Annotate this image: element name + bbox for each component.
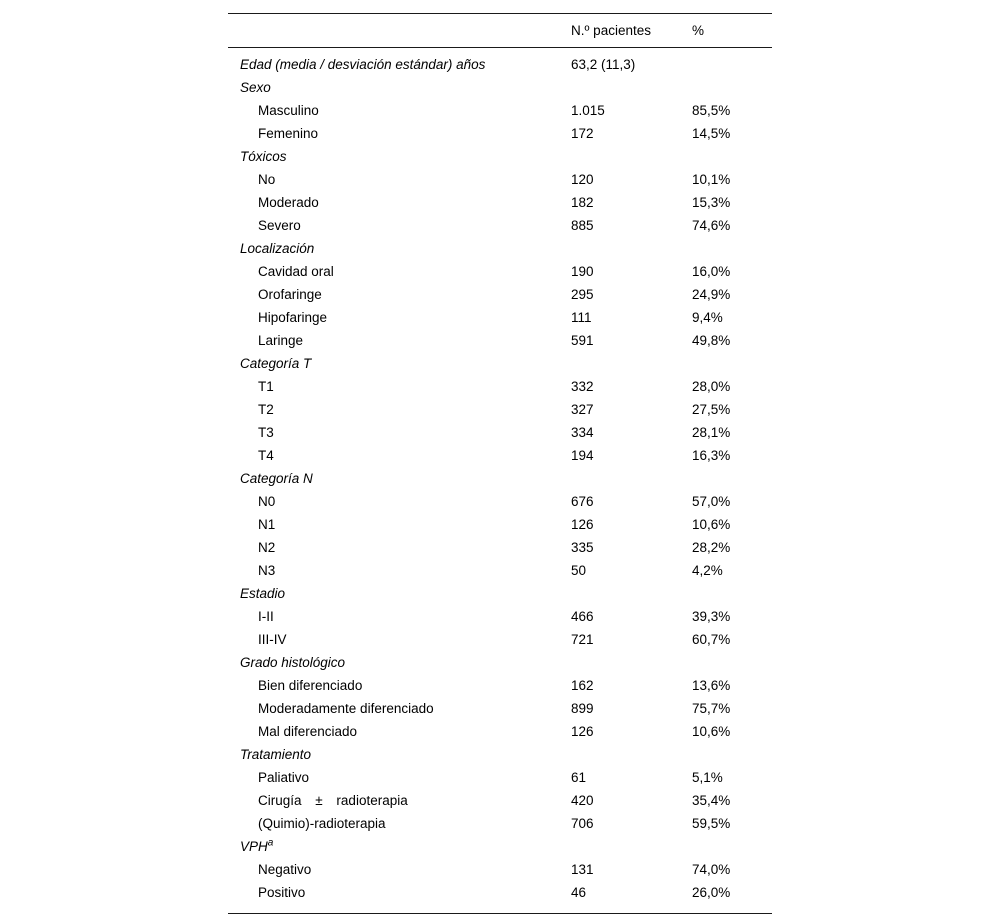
table-item-row bbox=[228, 513, 772, 536]
percent-value bbox=[692, 835, 772, 858]
table-item-row bbox=[228, 490, 772, 513]
n-pacientes-value: 182 bbox=[571, 195, 594, 210]
percent-value bbox=[692, 48, 772, 77]
n-pacientes-value: 46 bbox=[571, 885, 587, 900]
percent-value bbox=[692, 743, 772, 766]
table-item-row bbox=[228, 283, 772, 306]
table-section-row bbox=[228, 582, 772, 605]
row-label: T3 bbox=[258, 425, 274, 440]
row-label: N2 bbox=[258, 540, 276, 555]
row-label: Moderadamente diferenciado bbox=[258, 701, 434, 716]
n-pacientes-value: 721 bbox=[571, 632, 594, 647]
row-label: (Quimio)-radioterapia bbox=[258, 816, 386, 831]
table-item-row bbox=[228, 375, 772, 398]
percent-value: 16,3% bbox=[692, 448, 731, 463]
table-item-row bbox=[228, 789, 772, 812]
table-item-row bbox=[228, 605, 772, 628]
percent-value: 9,4% bbox=[692, 310, 723, 325]
row-label: Grado histológico bbox=[240, 655, 346, 670]
percent-value bbox=[692, 467, 772, 490]
percent-value: 28,0% bbox=[692, 379, 731, 394]
percent-value: 39,3% bbox=[692, 609, 731, 624]
n-pacientes-value: 162 bbox=[571, 678, 594, 693]
n-pacientes-value: 420 bbox=[571, 793, 594, 808]
row-label: T1 bbox=[258, 379, 274, 394]
table-item-row bbox=[228, 628, 772, 651]
n-pacientes-value: 50 bbox=[571, 563, 587, 578]
percent-value: 49,8% bbox=[692, 333, 731, 348]
n-pacientes-value bbox=[571, 582, 692, 605]
n-pacientes-value bbox=[571, 237, 692, 260]
percent-value: 75,7% bbox=[692, 701, 731, 716]
table-section-row bbox=[228, 651, 772, 674]
n-pacientes-value: 126 bbox=[571, 724, 594, 739]
percent-value: 27,5% bbox=[692, 402, 731, 417]
n-pacientes-value: 172 bbox=[571, 126, 594, 141]
n-pacientes-value: 1.015 bbox=[571, 103, 605, 118]
percent-value: 10,6% bbox=[692, 517, 731, 532]
percent-value bbox=[692, 76, 772, 99]
percent-value: 14,5% bbox=[692, 126, 731, 141]
table-item-row bbox=[228, 168, 772, 191]
table-section-row bbox=[228, 237, 772, 260]
row-label: Severo bbox=[258, 218, 301, 233]
table-item-row bbox=[228, 306, 772, 329]
table-item-row bbox=[228, 398, 772, 421]
row-label: N1 bbox=[258, 517, 276, 532]
n-pacientes-value: 676 bbox=[571, 494, 594, 509]
n-pacientes-value: 63,2 (11,3) bbox=[571, 57, 636, 72]
n-pacientes-value: 120 bbox=[571, 172, 594, 187]
table-header-row bbox=[228, 14, 772, 48]
n-pacientes-value: 126 bbox=[571, 517, 594, 532]
row-label: Negativo bbox=[258, 862, 312, 877]
percent-value: 26,0% bbox=[692, 885, 731, 900]
table-section-row bbox=[228, 835, 772, 858]
footnote-marker: a bbox=[267, 837, 274, 849]
n-pacientes-value: 885 bbox=[571, 218, 594, 233]
percent-value: 57,0% bbox=[692, 494, 731, 509]
table-item-row bbox=[228, 812, 772, 835]
n-pacientes-value: 466 bbox=[571, 609, 594, 624]
table-item-row bbox=[228, 421, 772, 444]
n-pacientes-value bbox=[571, 743, 692, 766]
table-section-row bbox=[228, 48, 772, 77]
row-label: Cavidad oral bbox=[258, 264, 334, 279]
n-pacientes-value bbox=[571, 467, 692, 490]
n-pacientes-value: 335 bbox=[571, 540, 594, 555]
table-item-row bbox=[228, 536, 772, 559]
percent-value: 10,6% bbox=[692, 724, 731, 739]
percent-value bbox=[692, 145, 772, 168]
table-section-row bbox=[228, 76, 772, 99]
percent-value: 74,6% bbox=[692, 218, 731, 233]
row-label: Moderado bbox=[258, 195, 319, 210]
table-item-row bbox=[228, 329, 772, 352]
row-label: N0 bbox=[258, 494, 276, 509]
n-pacientes-value: 706 bbox=[571, 816, 594, 831]
n-pacientes-value: 190 bbox=[571, 264, 594, 279]
row-label: Categoría T bbox=[240, 356, 312, 371]
row-label: Localización bbox=[240, 241, 315, 256]
table-item-row bbox=[228, 214, 772, 237]
n-pacientes-value bbox=[571, 352, 692, 375]
table-item-row bbox=[228, 191, 772, 214]
percent-value: 60,7% bbox=[692, 632, 731, 647]
table-item-row bbox=[228, 260, 772, 283]
n-pacientes-value: 334 bbox=[571, 425, 594, 440]
table-item-row bbox=[228, 697, 772, 720]
table-section-row bbox=[228, 352, 772, 375]
table-item-row bbox=[228, 881, 772, 914]
row-label: Cirugía ± radioterapia bbox=[258, 793, 408, 808]
row-label: T4 bbox=[258, 448, 274, 463]
percent-value: 4,2% bbox=[692, 563, 723, 578]
row-label: Laringe bbox=[258, 333, 304, 348]
row-label: Estadio bbox=[240, 586, 286, 601]
percent-value: 24,9% bbox=[692, 287, 731, 302]
n-pacientes-value: 131 bbox=[571, 862, 594, 877]
column-header-empty bbox=[228, 14, 571, 48]
patient-characteristics-table bbox=[228, 13, 772, 914]
row-label: Sexo bbox=[240, 80, 271, 95]
n-pacientes-value bbox=[571, 651, 692, 674]
row-label: No bbox=[258, 172, 276, 187]
row-label: T2 bbox=[258, 402, 274, 417]
row-label: III-IV bbox=[258, 632, 287, 647]
column-header-n-pacientes: N.º pacientes bbox=[571, 14, 692, 48]
table-section-row bbox=[228, 743, 772, 766]
row-label: Paliativo bbox=[258, 770, 310, 785]
table-item-row bbox=[228, 674, 772, 697]
row-label: Femenino bbox=[258, 126, 319, 141]
table-item-row bbox=[228, 720, 772, 743]
n-pacientes-value: 899 bbox=[571, 701, 594, 716]
row-label: VPH$^a$ bbox=[240, 837, 274, 854]
percent-value: 35,4% bbox=[692, 793, 731, 808]
table-item-row bbox=[228, 444, 772, 467]
n-pacientes-value: 61 bbox=[571, 770, 587, 785]
n-pacientes-value bbox=[571, 76, 692, 99]
table-item-row bbox=[228, 858, 772, 881]
row-label: Categoría N bbox=[240, 471, 313, 486]
column-header-percent: % bbox=[692, 14, 772, 48]
percent-value: 5,1% bbox=[692, 770, 723, 785]
row-label: Tratamiento bbox=[240, 747, 312, 762]
percent-value: 16,0% bbox=[692, 264, 731, 279]
n-pacientes-value: 194 bbox=[571, 448, 594, 463]
percent-value: 15,3% bbox=[692, 195, 731, 210]
n-pacientes-value: 327 bbox=[571, 402, 594, 417]
table-item-row bbox=[228, 122, 772, 145]
n-pacientes-value: 111 bbox=[571, 310, 592, 325]
row-label: Bien diferenciado bbox=[258, 678, 363, 693]
percent-value: 28,1% bbox=[692, 425, 731, 440]
percent-value bbox=[692, 237, 772, 260]
n-pacientes-value: 295 bbox=[571, 287, 594, 302]
row-label: N3 bbox=[258, 563, 276, 578]
n-pacientes-value: 591 bbox=[571, 333, 594, 348]
row-label: Tóxicos bbox=[240, 149, 287, 164]
table-section-row bbox=[228, 145, 772, 168]
percent-value bbox=[692, 352, 772, 375]
percent-value: 85,5% bbox=[692, 103, 731, 118]
table-item-row bbox=[228, 766, 772, 789]
percent-value: 59,5% bbox=[692, 816, 731, 831]
percent-value: 28,2% bbox=[692, 540, 731, 555]
n-pacientes-value: 332 bbox=[571, 379, 594, 394]
row-label: Orofaringe bbox=[258, 287, 322, 302]
n-pacientes-value bbox=[571, 145, 692, 168]
row-label: Edad (media / desviación estándar) años bbox=[240, 57, 486, 72]
row-label: Mal diferenciado bbox=[258, 724, 358, 739]
n-pacientes-value bbox=[571, 835, 692, 858]
row-label: Positivo bbox=[258, 885, 306, 900]
row-label: I-II bbox=[258, 609, 274, 624]
table-section-row bbox=[228, 467, 772, 490]
percent-value bbox=[692, 582, 772, 605]
percent-value: 74,0% bbox=[692, 862, 731, 877]
table-item-row bbox=[228, 559, 772, 582]
table-item-row bbox=[228, 99, 772, 122]
row-label: Masculino bbox=[258, 103, 319, 118]
table-body bbox=[228, 48, 772, 914]
percent-value: 10,1% bbox=[692, 172, 731, 187]
percent-value: 13,6% bbox=[692, 678, 731, 693]
percent-value bbox=[692, 651, 772, 674]
row-label: Hipofaringe bbox=[258, 310, 328, 325]
